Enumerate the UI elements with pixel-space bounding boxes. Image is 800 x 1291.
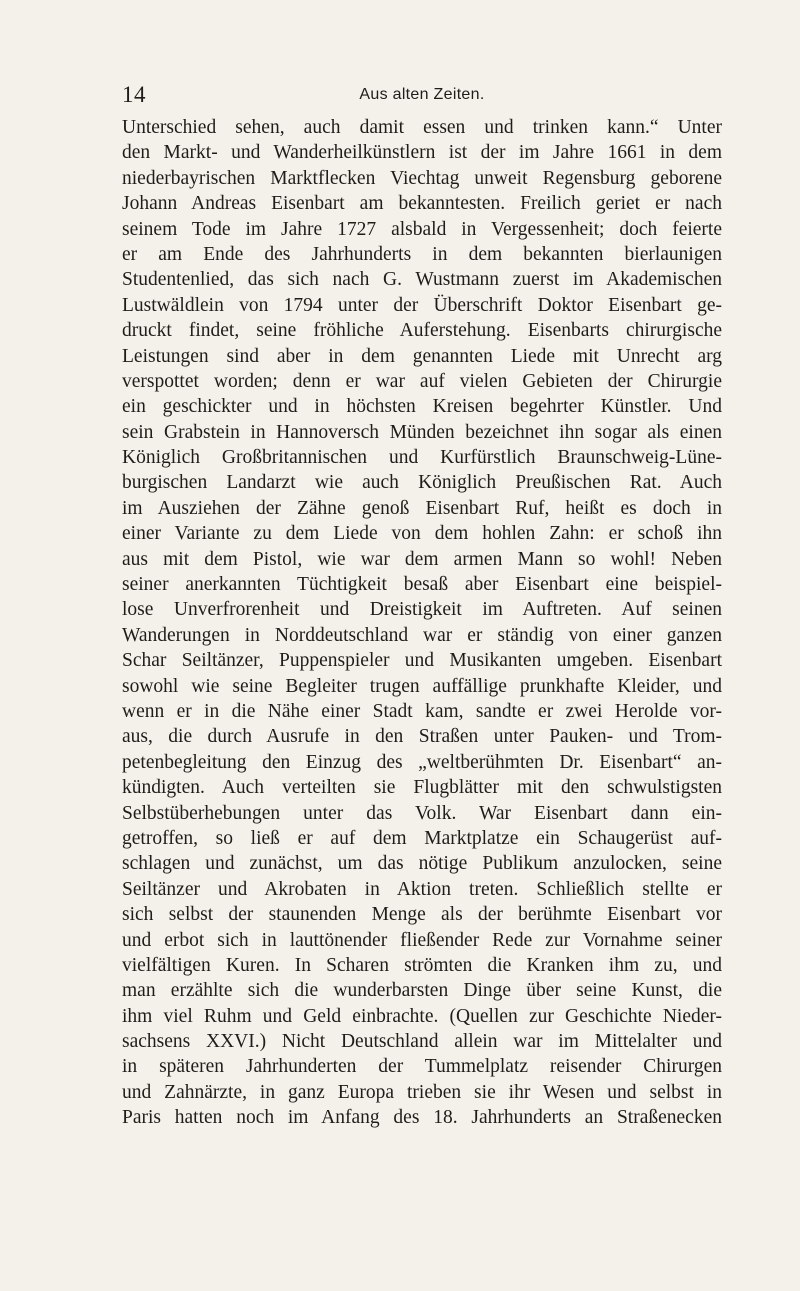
text-line: aus, die durch Ausrufe in den Straßen unter Pauken- und Trom- (122, 726, 722, 748)
text-line: den Markt- und Wanderheilkünstlern ist der im Jahre 1661 in dem (122, 142, 722, 164)
text-line: Seiltänzer und Akrobaten in Aktion treten. Schließlich stellte er (122, 878, 722, 900)
text-line: im Ausziehen der Zähne genoß Eisenbart Ruf, heißt es doch in (122, 497, 722, 519)
text-line: Selbstüberhebungen unter das Volk. War Eisenbart dann ein- (122, 802, 722, 824)
text-line: Paris hatten noch im Anfang des 18. Jahrhunderts an Straßenecken (122, 1107, 722, 1129)
text-line: Leistungen sind aber in dem genannten Liede mit Unrecht arg (122, 345, 722, 367)
text-line: in späteren Jahrhunderten der Tummelplatz reisender Chirurgen (122, 1056, 722, 1078)
text-line: und erbot sich in lauttönender fließender Rede zur Vornahme seiner (122, 929, 722, 951)
text-line: seiner anerkannten Tüchtigkeit besaß aber Eisenbart eine beispiel- (122, 574, 722, 596)
text-line: Studentenlied, das sich nach G. Wustmann zuerst im Akademischen (122, 269, 722, 291)
body-text (122, 115, 722, 1131)
running-title: Aus alten Zeiten. (359, 86, 485, 103)
text-line: druckt findet, seine fröhliche Auferstehung. Eisenbarts chirurgische (122, 320, 722, 342)
text-line: burgischen Landarzt wie auch Königlich Preußischen Rat. Auch (122, 472, 722, 494)
text-line: schlagen und zunächst, um das nötige Publikum anzulocken, seine (122, 853, 722, 875)
page-number: 14 (122, 82, 146, 107)
text-line: man erzählte sich die wunderbarsten Dinge über seine Kunst, die (122, 980, 722, 1002)
text-line: sein Grabstein in Hannoversch Münden bezeichnet ihn sogar als einen (122, 421, 722, 443)
text-line: und Zahnärzte, in ganz Europa trieben sie ihr Wesen und selbst in (122, 1081, 722, 1103)
text-line: Wanderungen in Norddeutschland war er ständig von einer ganzen (122, 624, 722, 646)
text-line: Unterschied sehen, auch damit essen und trinken kann.“ Unter (122, 117, 722, 138)
text-line: aus mit dem Pistol, wie war dem armen Mann so wohl! Neben (122, 548, 722, 570)
text-line: ein geschickter und in höchsten Kreisen begehrter Künstler. Und (122, 396, 722, 418)
text-line: verspottet worden; denn er war auf vielen Gebieten der Chirurgie (122, 370, 722, 392)
text-line: niederbayrischen Marktflecken Viechtag unweit Regensburg geborene (122, 167, 722, 189)
text-line: seinem Tode im Jahre 1727 alsbald in Vergessenheit; doch feierte (122, 218, 722, 240)
text-line: sachsens XXVI.) Nicht Deutschland allein war im Mittelalter und (122, 1031, 722, 1053)
text-line: getroffen, so ließ er auf dem Marktplatze ein Schaugerüst auf- (122, 827, 722, 849)
text-line: lose Unverfrorenheit und Dreistigkeit im Auftreten. Auf seinen (122, 599, 722, 621)
text-line: einer Variante zu dem Liede von dem hohlen Zahn: er schoß ihn (122, 523, 722, 545)
text-line: er am Ende des Jahrhunderts in dem bekannten bierlaunigen (122, 243, 722, 265)
text-line: kündigten. Auch verteilten sie Flugblätter mit den schwulstigsten (122, 777, 722, 799)
text-line: ihm viel Ruhm und Geld einbrachte. (Quellen zur Geschichte Nieder- (122, 1005, 722, 1027)
text-line: petenbegleitung den Einzug des „weltberühmten Dr. Eisenbart“ an- (122, 751, 722, 773)
text-line: Königlich Großbritannischen und Kurfürstlich Braunschweig-Lüne- (122, 447, 722, 469)
text-line: Schar Seiltänzer, Puppenspieler und Musikanten umgeben. Eisenbart (122, 650, 722, 672)
text-line: Lustwäldlein von 1794 unter der Überschrift Doktor Eisenbart ge- (122, 294, 722, 316)
text-line: sowohl wie seine Begleiter trugen auffällige prunkhafte Kleider, und (122, 675, 722, 697)
text-line: sich selbst der staunenden Menge als der berühmte Eisenbart vor (122, 904, 722, 926)
running-head (122, 82, 722, 112)
text-line: wenn er in die Nähe einer Stadt kam, sandte er zwei Herolde vor- (122, 700, 722, 722)
text-line: vielfältigen Kuren. In Scharen strömten die Kranken ihm zu, und (122, 954, 722, 976)
text-line: Johann Andreas Eisenbart am bekanntesten. Freilich geriet er nach (122, 193, 722, 215)
